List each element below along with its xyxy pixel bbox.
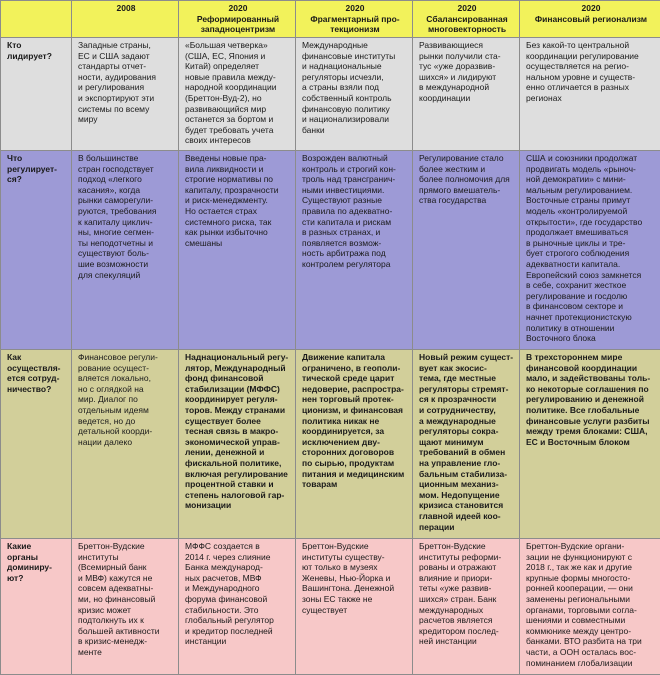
row-who-leads	[1, 38, 660, 151]
table-cell: В большинстве стран господствует подход «легкого касания», когда рынки саморегули- руются, требования к капиталу циклич- ны, многие сегмен- ты неподотчетны и существуют боль- шие возможности для спекуляций	[72, 151, 179, 350]
row-label: Какие органы доминиру- ют?	[1, 539, 72, 675]
header-col-fragmented-protectionism	[296, 1, 413, 38]
header-year: 2020	[302, 3, 408, 14]
table-cell: Наднациональный регу- лятор, Международный фонд финансовой стабилизации (МФФС) координирует регуля- торов. Между странами существует более тесная связь в макро- экономической управ- лении, денежной и фискальной политике, включая регулирование процентной ставки и степень налоговой гар- монизации	[179, 350, 296, 539]
table-cell: Регулирование стало более жестким и более полномочия для прямого вмешатель- ства государства	[413, 151, 520, 350]
header-year: 2008	[78, 3, 174, 14]
header-year: 2020	[185, 3, 291, 14]
header-year: 2020	[526, 3, 656, 14]
header-col-reformed-westcentrism	[179, 1, 296, 38]
table-cell: США и союзники продолжат продвигать модель «рыноч- ной демократии» с мини- мальным регулированием. Восточные страны примут модель «контролируемой открытости», где государство продолжает вмешиваться в рыночные циклы и тре- бует строгого соблюдения адекватности капитала. Европейский союз замкнется в себе, сохранит жесткое регулирование и госдолю в финансовом секторе и начнет протекционистскую политику в отношении Восточного блока	[520, 151, 660, 350]
table-cell: Введены новые пра- вила ликвидности и строгие нормативы по капиталу, прозрачности и риск-менеджменту. Но остается страх системного риска, так как рынки избыточно смешаны	[179, 151, 296, 350]
table-cell: Бреттон-Вудские институты реформи- рованы и отражают влияние и приори- теты «уже развив- шихся» стран. Банк международных расчетов является кредитором послед- ней инстанции	[413, 539, 520, 675]
row-cooperation	[1, 350, 660, 539]
header-title: Реформированный западноцентризм	[185, 14, 291, 35]
header-col-balanced-multivector	[413, 1, 520, 38]
table-cell: Возрожден валютный контроль и строгий кон- троль над трансгранич- ными инвестициями. Существуют разные правила по адекватно- сти капитала и рискам в разных странах, и появляется возмож- ность арбитража под контролем регулятора	[296, 151, 413, 350]
row-dominant-bodies	[1, 539, 660, 675]
header-title: Финансовый регионализм	[526, 14, 656, 25]
header-title: Сбалансированная многовекторность	[419, 14, 515, 35]
row-label: Как осуществля- ется сотруд- ничество?	[1, 350, 72, 539]
table-cell: Развивающиеся рынки получили ста- тус «уже доразвив- шихся» и лидируют в международной координации	[413, 38, 520, 151]
table-cell: Международные финансовые институты и наднациональные регуляторы исчезли, а страны взяли под собственный контроль финансовую политику и национализировали банки	[296, 38, 413, 151]
header-row	[1, 1, 660, 38]
table-cell: Западные страны, ЕС и США задают стандарты отчет- ности, аудирования и регулирования и экспортируют эти системы по всему миру	[72, 38, 179, 151]
table-cell: В трехстороннем мире финансовой координации мало, и задействованы толь- ко некоторые соглашения по регулированию и денежной политике. Все глобальные финансовые услуги разбиты между тремя блоками: США, ЕС и Восточным блоком	[520, 350, 660, 539]
table-cell: МФФС создается в 2014 г. через слияние Банка международ- ных расчетов, МВФ и Международного форума финансовой стабильности. Это глобальный регулятор и кредитор последней инстанции	[179, 539, 296, 675]
header-col-2008	[72, 1, 179, 38]
table-cell: Без какой-то центральной координации регулирование осуществляется на регио- нальном уровне и существ- енно отличается в разных регионах	[520, 38, 660, 151]
table-cell: Движение капитала ограничено, в геополи- тической среде царит недоверие, распростра- нен торговый протек- ционизм, и финансовая политика никак не координируется, за исключением дву- сторонних договоров по сырью, продуктам питания и медицинским товарам	[296, 350, 413, 539]
header-title: Фрагментарный про- текционизм	[302, 14, 408, 35]
header-year: 2020	[419, 3, 515, 14]
table-cell: Бреттон-Вудские институты (Всемирный банк и МВФ) кажутся не совсем адекватны- ми, но финансовый кризис может подтолкнуть их к большей активности в кризис-менедж- менте	[72, 539, 179, 675]
header-col-financial-regionalism	[520, 1, 660, 38]
header-corner	[1, 1, 72, 38]
row-label: Что регулирует- ся?	[1, 151, 72, 350]
table-cell: Финансовое регули- рование осущест- вляется локально, но с оглядкой на мир. Диалог по отдельным идеям ведется, но до детальной коорди- нации далеко	[72, 350, 179, 539]
row-what-is-regulated	[1, 151, 660, 350]
table-cell: «Большая четверка» (США, ЕС, Япония и Китай) определяет новые правила между- народной координации (Бреттон-Вуд-2), но развивающийся мир останется за бортом и будет требовать учета своих интересов	[179, 38, 296, 151]
table-cell: Бреттон-Вудские институты существу- ют только в музеях Женевы, Нью-Йорка и Вашингтона. Денежной зоны ЕС также не существует	[296, 539, 413, 675]
table-cell: Новый режим сущест- вует как экосис- тема, где местные регуляторы стремят- ся к прозрачности и сотрудничеству, а международные регуляторы сокра- щают минимум требований в обмен на управление гло- бальным стабилиза- ционным механиз- мом. Недопущение кризиса становится главной идеей коо- перации	[413, 350, 520, 539]
table-cell: Бреттон-Вудские органи- зации не функционируют с 2018 г., так же как и другие крупные формы многосто- ронней кооперации, — они заменены региональными органами, торговыми согла- шениями и совместными коммюнике между центро- банками. ВТО разбита на три части, а ООН осталась вос- поминанием глобализации	[520, 539, 660, 675]
row-label: Кто лидирует?	[1, 38, 72, 151]
